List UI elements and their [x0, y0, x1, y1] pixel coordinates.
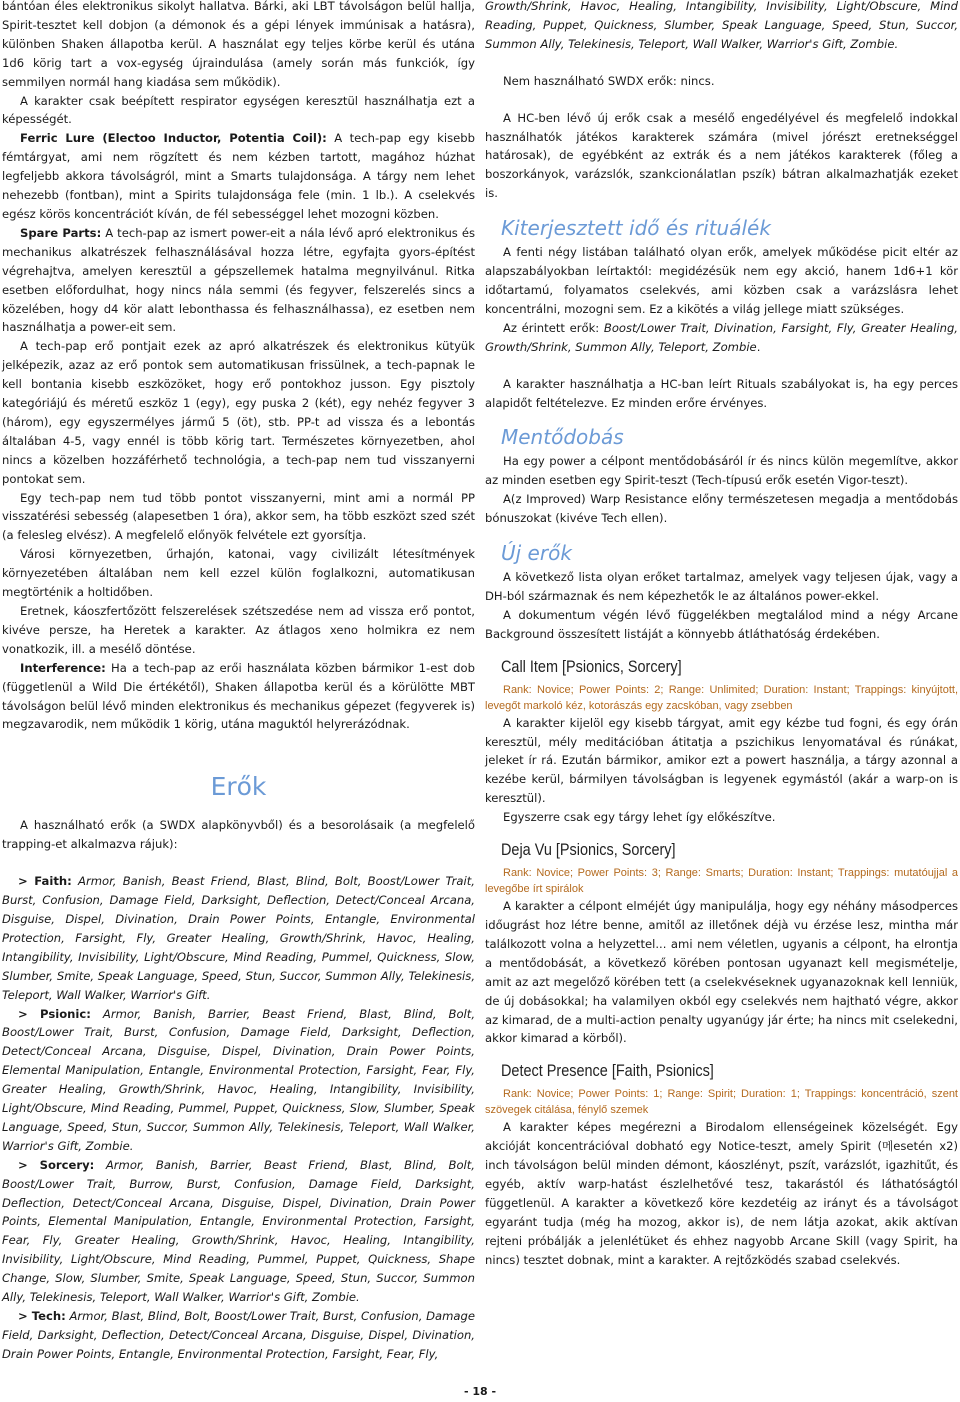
term-label: Interference: [20, 660, 106, 675]
section-title-kiterjesztett: Kiterjesztett idő és rituálék [501, 216, 771, 241]
paragraph [2, 129, 475, 224]
right-column [485, 0, 958, 1270]
power-list-tech [2, 1307, 475, 1364]
paragraph [485, 0, 958, 54]
power-title-deja-vu: Deja Vu [Psionics, Sorcery] [501, 840, 676, 860]
paragraph: A karakter kijelöl egy kisebb tárgyat, amit egy kézbe tud fogni, és egy órán keresztül, mély meditációban átitatja a pszichikus lenyomatával és rúnákat, jeleket ír rá. Ezután bármikor, amikor ezt a powert használja, a tárgy azonnal a kezébe kerül, bármilyen távolságban is legyenek egymástól (akár a warp-on is keresztül). [485, 715, 958, 806]
paragraph: Egyszerre csak egy tárgy lehet így előkészítve. [503, 810, 776, 825]
power-meta: Rank: Novice; Power Points: 1; Range: Spirit; Duration: 1; Trappings: koncentráció, szent szövegek citálása, fénylő szemek [485, 1088, 958, 1117]
paragraph: A(z Improved) Warp Resistance előny természetesen megadja a mentődobás bónuszokat (kivéve Tech ellen). [485, 492, 958, 526]
paragraph: Ha egy power a célpont mentődobásáról ír és nincs külön megemlítve, akkor az minden esetben egy Spirit-teszt (Tech-típusú erők esetén Vigor-teszt). [485, 454, 958, 488]
term-text: Ha a tech-pap az erői használata közben bármikor 1-est dob (függetlenül a Wild Die értékétől), Shaken állapotba kerül és a körülötte MBT távolságon belül lévő minden elektronikus és mechanikus gépezet (fegyverek is) megzavarodik, nem működik 1 körig, utána maguktól helyrerázódnak. [2, 660, 475, 732]
paragraph: A dokumentum végén lévő függelékben megtalálod mind a négy Arcane Background összesített listáját a könnyebb átláthatóság érdekében. [485, 607, 958, 641]
paragraph: A karakter használhatja a HC-ban leírt Rituals szabályokat is, ha egy perces alapidőt feltételezve. Ez minden erőre érvényes. [485, 376, 958, 410]
paragraph: Nem használható SWDX erők: nincs. [503, 73, 715, 88]
paragraph: A karakter a célpont elméjét úgy manipulálja, hogy egy néhány másodperces időugrást hoz létre benne, amitől az illetőnek déjà vu érzése lesz, mintha már találkozott volna a helyzettel... ami nem véletlen, ugyanis a célpont, ha elrontja a mentődobását, a következő körében pontosan ugyanazt kell megismételje, amit az azt megelőző körében tett (a cselekvéseknek ugyanazoknak kell lenniük, de új dobásokkal; ha valamilyen okból egy cselekvés nem hajtható végre, akkor az kimarad, de a multi-action penalty ugyanúgy jár érte; ha nincs mit cselekedni, akkor kimarad a körből). [485, 899, 958, 1046]
list-text: Armor, Blast, Blind, Bolt, Boost/Lower Trait, Burst, Confusion, Damage Field, Darksight, Deflection, Detect/Conceal Arcana, Disguise, Dispel, Divination, Drain Power Points, Entangle, Environmental Protection, Farsight, Fear, Fly, [2, 1309, 476, 1361]
list-label: > Sorcery: [18, 1157, 95, 1172]
list-label: > Psionic: [18, 1006, 91, 1021]
left-column [2, 0, 475, 1364]
list-label: > Faith: [18, 874, 72, 889]
page-number: - 18 - [463, 1385, 497, 1398]
list-text: Boost/Lower Trait, Divination, Farsight, Fly, Greater Healing, Growth/Shrink, Summon Ally, Teleport, Zombie [485, 320, 958, 354]
power-meta: Rank: Novice; Power Points: 2; Range: Unlimited; Duration: Instant; Trappings: kinyújtott, levegőt markoló kéz, kotorászás egy zacskóban, vagy zsebben [485, 683, 958, 712]
term-label: Az érintett erők: [503, 320, 604, 335]
term-text: A tech-pap az ismert power-eit a nála lévő apró elektronikus és mechanikus alkatrészek felhasználásával hozza létre, egyfajta gyors-építést végrehajtva, amelyen keresztül a gépszellemek hatalma megnyilvánul. Ritka esetben előfordulhat, hogy nincs nála semmi (és fegyver, felszerelés sincs a közelében, hogy d4 kör alatt lebonthassa és felhasználhassa), ez esetben nem használhatja a power-eit sem. [2, 225, 475, 335]
paragraph: Városi környezetben, űrhajón, katonai, vagy civilizált létesítmények környezetében általában nem kell ezzel külön foglalkozni, automatikusan megtörténik a holtidőben. [2, 547, 475, 600]
paragraph: A használható erők (a SWDX alapkönyvből) és a besorolásaik (a megfelelő trapping-et alkalmazva rájuk): [2, 818, 475, 852]
power-list-faith [2, 872, 475, 1004]
list-label: > Tech: [18, 1309, 66, 1323]
power-title-call-item: Call Item [Psionics, Sorcery] [501, 656, 682, 676]
term-text: A tech-pap egy kisebb fémtárgyat, ami nem rögzített és nem kézben tartott, magához húzhat legfeljebb akkora távolságról, mint a Smarts tulajdonsága. A tárgy nem lehet nehezebb (fontban), mint a Spirits tulajdonsága fele (min. 1 lb.). A cselekvés egész körös koncentrációt kíván, de fél sebességgel lehet mozogni közben. [2, 131, 475, 221]
paragraph: Egy tech-pap nem tud több pontot visszanyerni, mint ami a normál PP visszatérési sebesség (alapesetben 1 óra), akkor sem, ha több eszközt szed szét (a felesleg elvész). A megfelelő előnyök felvétele ezt gyorsítja. [2, 490, 475, 543]
paragraph: A fenti négy listában található olyan erők, amelyek működése picit eltér az alapszabályokban leírtaktól: megidézésük nem egy akció, hanem 1d6+1 kör időtartamú, folyamatos cselekvés, ami közben csak a varázslásra lehet koncentrálni, mozogni sem. Ez a kikötés a világ jellege miatt szükséges. [485, 245, 958, 316]
list-text: Armor, Banish, Barrier, Beast Friend, Blast, Blind, Bolt, Boost/Lower Trait, Burst, Confusion, Damage Field, Darksight, Deflection, Detect/Conceal Arcana, Disguise, Dispel, Divination, Drain Power Points, Elemental Manipulation, Entangle, Environmental Protection, Farsight, Fear, Fly, Greater Healing, Growth/Shrink, Havoc, Healing, Intangibility, Invisibility, Light/Obscure, Mind Reading, Pummel, Puppet, Quickness, Slow, Slumber, Speak Language, Speed, Stun, Succor, Summon Ally, Telekinesis, Teleport, Wall Walker, Warrior's Gift, Zombie. [2, 1006, 475, 1153]
power-meta: Rank: Novice; Power Points: 3; Range: Smarts; Duration: Instant; Trappings: mutatóujjal a levegőbe írt spirálok [485, 867, 958, 896]
paragraph: bántóan éles elektronikus sikolyt hallatva. Bárki, aki LBT távolságon belül hallja, Spirit-tesztet kell dobjon (a démonok és a gépi lények immúnisak a hatásra), különben Shaken állapotba kerül. A használat egy teljes körbe kerül és utána 1d6 körig tart a vox-egység újraindulása (amely során más funkciók, így semmilyen normál hang kiadása sem működik). [2, 0, 475, 89]
list-text: Armor, Banish, Barrier, Beast Friend, Blast, Blind, Bolt, Boost/Lower Trait, Burrow, Burst, Confusion, Damage Field, Darksight, Deflection, Detect/Conceal Arcana, Disguise, Dispel, Divination, Drain Power Points, Elemental Manipulation, Entangle, Environmental Protection, Farsight, Fear, Fly, Greater Healing, Growth/Shrink, Havoc, Healing, Intangibility, Invisibility, Light/Obscure, Mind Reading, Pummel, Puppet, Quickness, Shape Change, Slow, Slumber, Smite, Speak Language, Speed, Stun, Succor, Summon Ally, Telekinesis, Teleport, Wall Walker, Warrior's Gift, Zombie. [2, 1157, 475, 1305]
section-title-mentodobas: Mentődobás [501, 425, 624, 450]
term-label: Spare Parts: [20, 225, 102, 240]
power-title-detect-presence: Detect Presence [Faith, Psionics] [501, 1061, 714, 1081]
paragraph [2, 659, 475, 735]
paragraph: A HC-ben lévő új erők csak a mesélő engedélyével és megfelelő indokkal használhatók játékos karakterek számára (mivel jórészt eretnekséggel határosak), de egyébként az extrák és a nem játékos karakterek (főleg a boszorkányok, varázslók, szankcionálatlan pszík) bátran alkalmazhatják ezeket is. [485, 110, 958, 201]
paragraph [2, 224, 475, 337]
paragraph: A karakter képes megérezni a Birodalom ellenségeinek közelségét. Egy akcióját koncentrációval dobható egy Notice-teszt, amely Spirit (메esetén x2) inch távolságon belül minden démont, káoszlényt, pszít, varázslót, igazhitűt, és egyéb, aktív warp-hatást észlelhetővé tesz, takarástól és láthatóságtól függetlenül. A karakter a következő köre kezdetéig az irányt és a távolságot egyaránt tudja (még ha mozog, akkor is), de nem látja azokat, akik aktívan rejteni próbálják a jelenlétüket és ehhez nagyobb Arcane Skill (vagy Spirit, ha nincs) tesztet dobnak, mint a karakter. A rejtőzködés szabad cselekvés. [485, 1120, 958, 1267]
paragraph: A következő lista olyan erőket tartalmaz, amelyek vagy teljesen újak, vagy a DH-ból származnak és nem képezhetők le az általános power-ekkel. [485, 570, 958, 603]
term-label: Ferric Lure (Electoo Inductor, Potentia Coil): [20, 131, 327, 146]
power-list-sorcery [2, 1156, 475, 1307]
power-list-psionic [2, 1005, 475, 1156]
section-title-uj-erok: Új erők [501, 541, 572, 566]
paragraph: Az érintett erők: Boost/Lower Trait, Divination, Farsight, Fly, Greater Healing, Growth/Shrink, Summon Ally, Teleport, Zombie. [485, 320, 958, 354]
list-text: Armor, Banish, Beast Friend, Blast, Blind, Bolt, Boost/Lower Trait, Burst, Confusion, Damage Field, Darksight, Deflection, Detect/Conceal Arcana, Disguise, Dispel, Divination, Drain Power Points, Entangle, Environmental Protection, Farsight, Fly, Greater Healing, Growth/Shrink, Havoc, Healing, Intangibility, Invisibility, Light/Obscure, Mind Reading, Pummel, Quickness, Slow, Slumber, Smite, Speak Language, Speed, Stun, Succor, Summon Ally, Telekinesis, Teleport, Wall Walker, Warrior's Gift. [2, 874, 475, 1002]
paragraph: A tech-pap erő pontjait ezek az apró alkatrészek és elektronikus kütyük jelképezik, azaz az erő pontok sem automatikusan frissülnek, a tech-papnak le kell bontania kisebb eszközöket, hogy erő pontokhoz jusson. Egy pisztoly kategóriájú és méretű eszköz 1 (egy), egy puska 2 (két), egy nehéz fegyver 3 (három), egy egyszermélyes jármű 5 (öt), stb. PP-t ad vissza és a lebontás általában 4-5, vagy ennél is több körig tart. Természetes környezetben, ahol nincs a közelben hozzáférhető technológia, a tech-pap nem tud visszanyerni pontokat sem. [2, 339, 475, 486]
paragraph: Eretnek, káoszfertőzött felszerelések szétszedése nem ad vissza erő pontot, kivéve persze, ha Heretek a karakter. Az átlagos xeno holmikra ez nem vonatkozik, ill. a mesélő döntése. [2, 604, 475, 656]
section-title-eroek: Erők [210, 772, 267, 802]
list-text: Growth/Shrink, Havoc, Healing, Intangibility, Invisibility, Light/Obscure, Mind Reading, Puppet, Quickness, Slumber, Speak Language, Speed, Stun, Succor, Summon Ally, Telekinesis, Teleport, Wall Walker, Warrior's Gift, Zombie. [485, 0, 958, 51]
paragraph: A karakter csak beépített respirator egységen keresztül használhatja ezt a képességét. [2, 93, 475, 127]
